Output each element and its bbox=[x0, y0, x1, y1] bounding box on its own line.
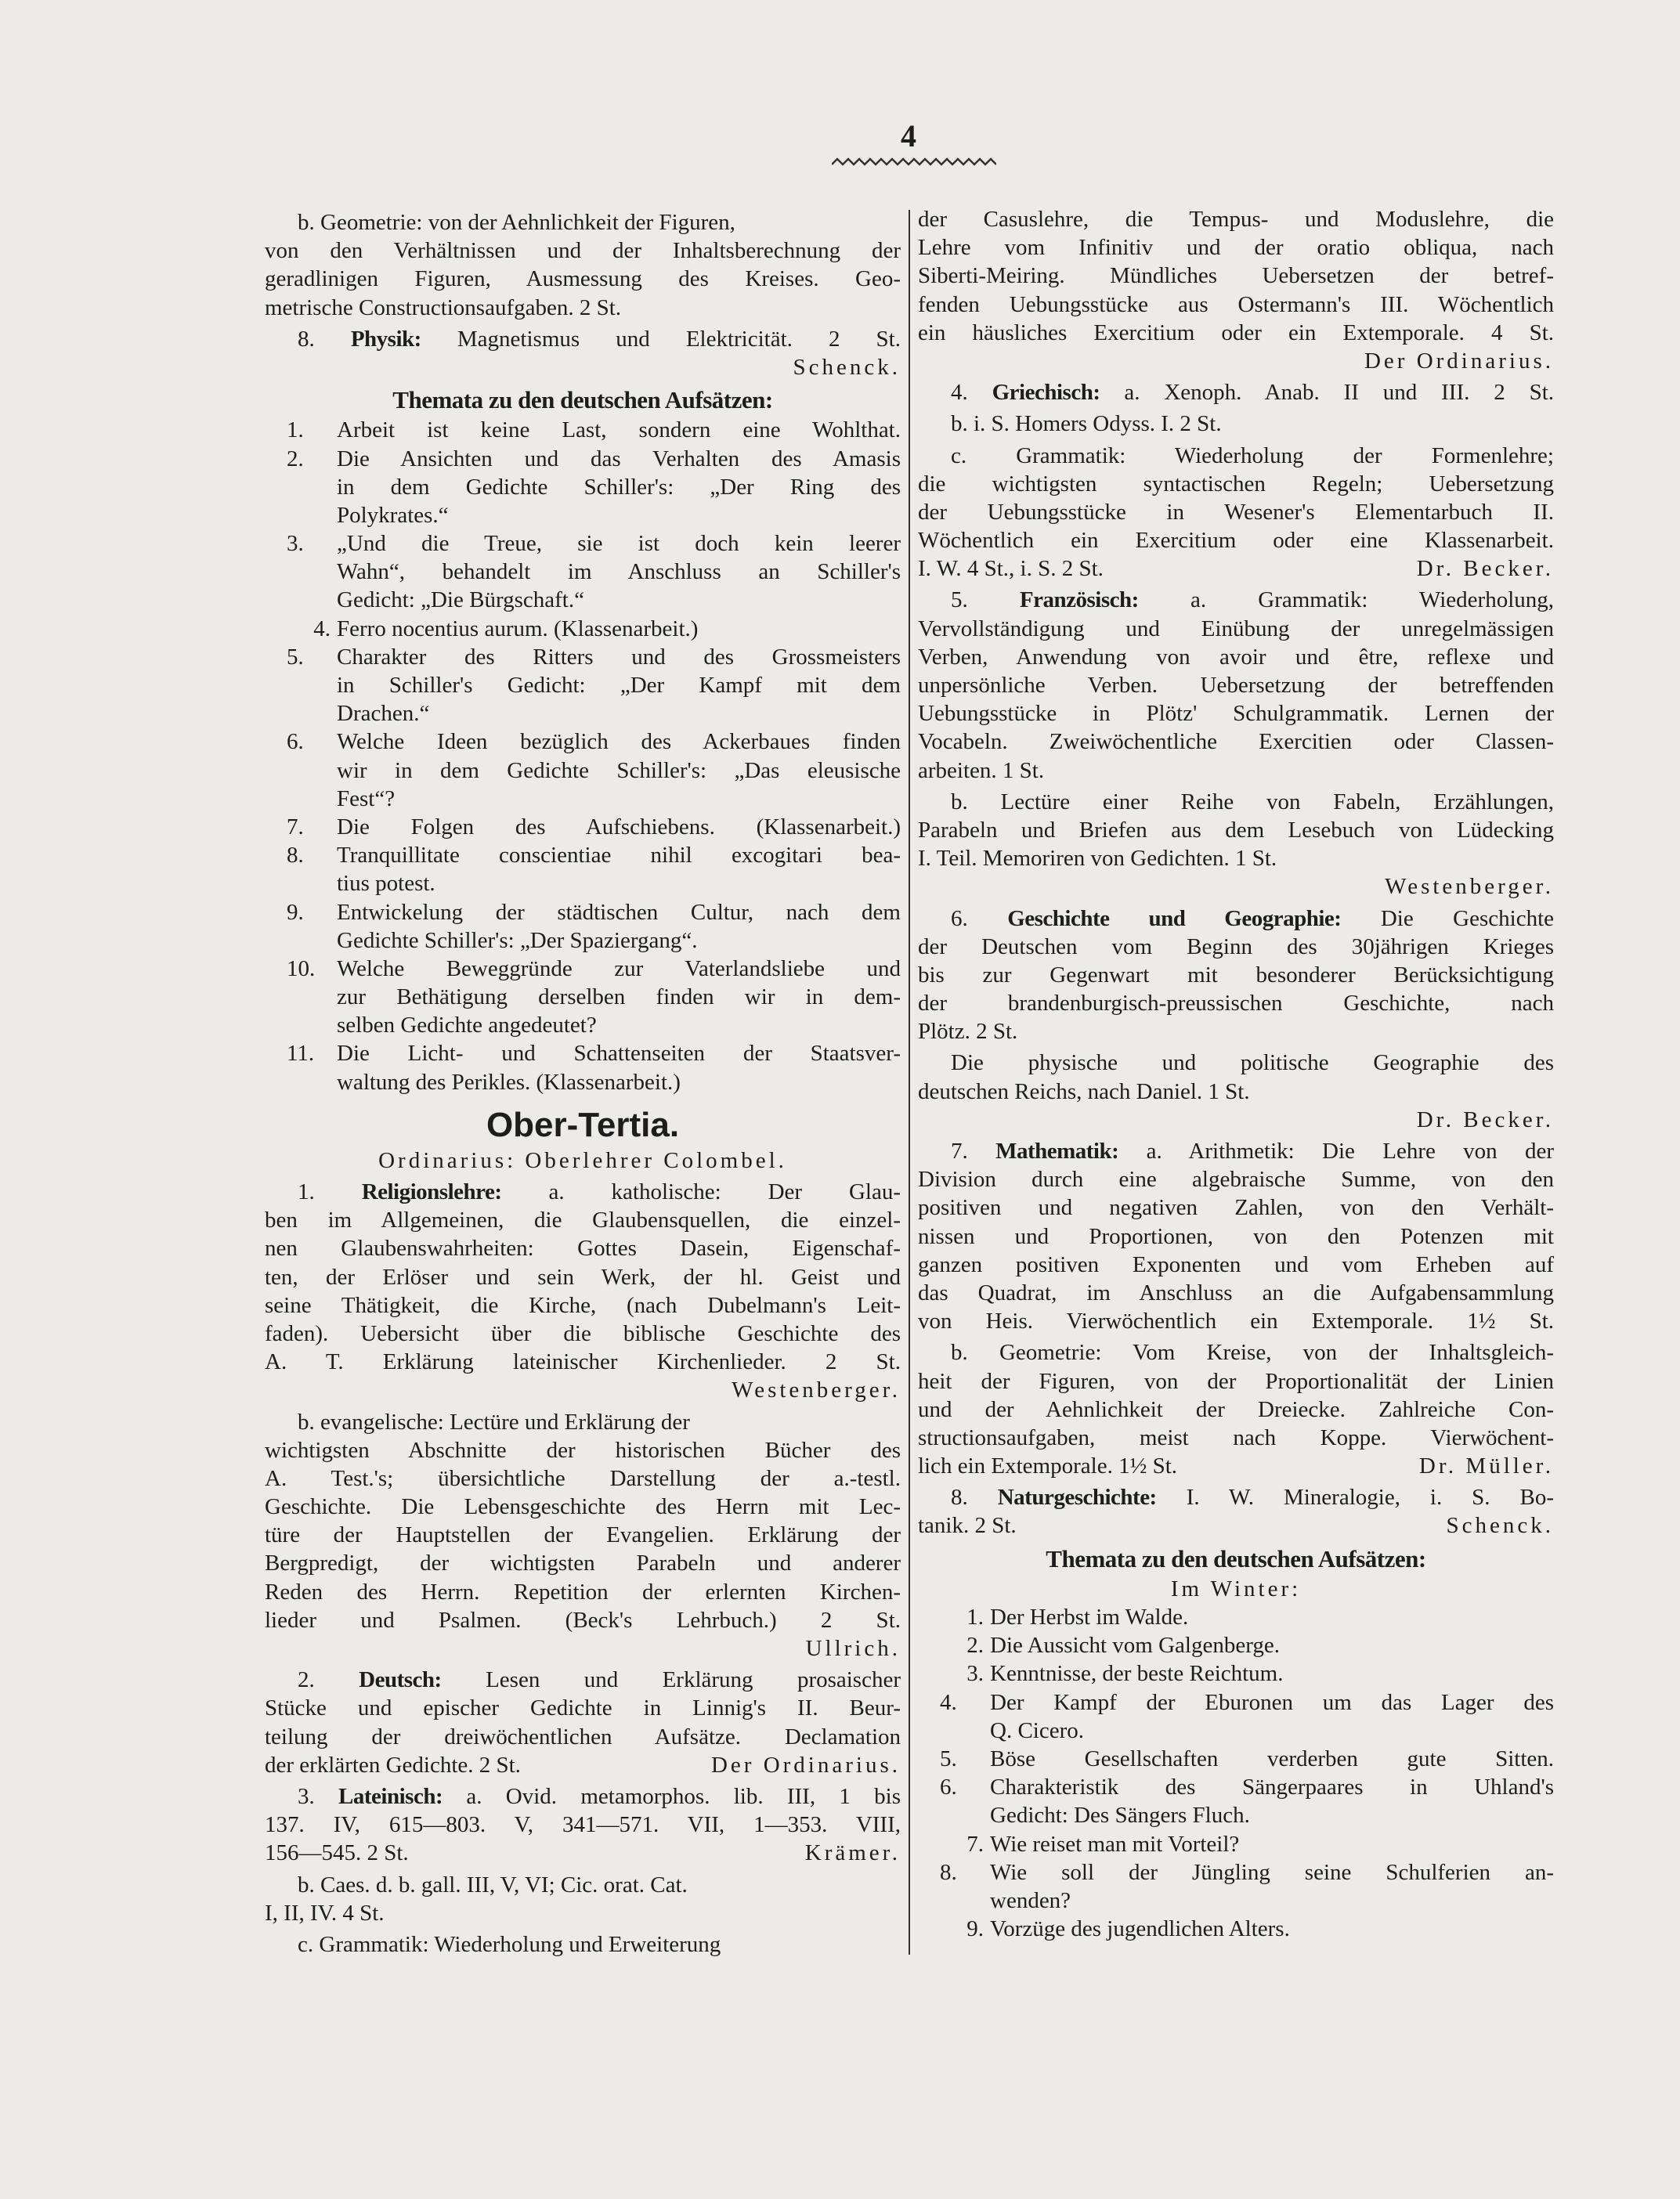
text-line bbox=[918, 1887, 1554, 1915]
line-text: Polykrates.“ bbox=[337, 502, 449, 528]
text-line bbox=[918, 1424, 1554, 1452]
line-text: ben im Allgemeinen, die Glaubensquellen, die einzel- bbox=[265, 1208, 901, 1233]
text-line bbox=[918, 205, 1554, 233]
item-number: 8. bbox=[940, 1859, 957, 1885]
line-text: wir in dem Gedichte Schiller's: „Das eleusische bbox=[337, 757, 901, 783]
numbered-item bbox=[918, 1773, 1554, 1801]
item-number: 1. bbox=[966, 1605, 984, 1630]
text-line bbox=[918, 1452, 1554, 1480]
numbered-item bbox=[265, 416, 901, 444]
line-text: Parabeln und Briefen aus dem Lesebuch von Lüdecking bbox=[918, 817, 1554, 843]
line-text: Lehre vom Infinitiv und der oratio obliqua, nach bbox=[918, 235, 1554, 261]
line-text: selben Gedichte angedeutet? bbox=[337, 1013, 597, 1038]
text-line bbox=[265, 869, 901, 897]
text-line bbox=[265, 1068, 901, 1096]
item-text: Wie soll der Jüngling seine Schulferien an- bbox=[990, 1859, 1554, 1885]
text-line bbox=[265, 237, 901, 265]
text-line bbox=[265, 1751, 901, 1779]
text-line bbox=[918, 728, 1554, 756]
subject-label: Mathematik: bbox=[995, 1139, 1119, 1164]
text-line bbox=[918, 526, 1554, 554]
item-text: Welche Beweggründe zur Vaterlandsliebe und bbox=[337, 955, 901, 981]
numbered-item bbox=[918, 1631, 1554, 1659]
numbered-item bbox=[265, 1039, 901, 1067]
numbered-item bbox=[918, 1603, 1554, 1631]
text-line bbox=[918, 933, 1554, 961]
numbered-item bbox=[265, 728, 901, 756]
line-text: nen Glaubenswahrheiten: Gottes Dasein, Eigenschaf- bbox=[265, 1236, 901, 1262]
item-number: 5. bbox=[940, 1746, 957, 1771]
subject-number: 8. bbox=[951, 1485, 998, 1511]
line-text: arbeiten. 1 St. bbox=[918, 757, 1045, 783]
text-line bbox=[918, 643, 1554, 671]
section-heading: Themata zu den deutschen Aufsätzen: bbox=[1046, 1544, 1426, 1573]
text-line bbox=[265, 1348, 901, 1376]
numbered-item bbox=[918, 1915, 1554, 1943]
numbered-item bbox=[265, 813, 901, 841]
subject-number: 5. bbox=[951, 587, 1020, 613]
ornamental-wave-rule bbox=[832, 157, 996, 168]
item-number: 4. bbox=[313, 616, 331, 641]
right-column bbox=[918, 205, 1554, 1943]
item-text: Tranquillitate conscientiae nihil excogitari bea- bbox=[337, 843, 901, 868]
subject-label: Französisch: bbox=[1019, 587, 1139, 613]
line-text: faden). Uebersicht über die biblische Geschichte des bbox=[265, 1320, 901, 1346]
line-text: Wöchentlich ein Exercitium oder eine Klassenarbeit. bbox=[918, 528, 1554, 554]
text-line bbox=[265, 1320, 901, 1348]
text-line bbox=[265, 1606, 901, 1634]
line-text: Gedicht: Des Sängers Fluch. bbox=[990, 1803, 1250, 1829]
left-column bbox=[265, 205, 901, 1959]
text-line bbox=[918, 844, 1554, 872]
item-text: Die Folgen des Aufschiebens. (Klassenarbeit.) bbox=[337, 814, 901, 840]
line-text: Fest“? bbox=[337, 785, 396, 811]
line-text: von Heis. Vierwöchentlich ein Extemporale. 1½ St. bbox=[918, 1309, 1554, 1334]
line-text: der brandenburgisch-preussischen Geschichte, nach bbox=[918, 991, 1554, 1016]
subject-number: 8. bbox=[298, 326, 351, 352]
line-text: structionsaufgaben, meist nach Koppe. Vierwöchent- bbox=[918, 1424, 1554, 1450]
text-line bbox=[918, 1307, 1554, 1335]
teacher-name: Der Ordinarius. bbox=[710, 1752, 901, 1778]
line-text: I. W. Mineralogie, i. S. Bo- bbox=[1156, 1485, 1555, 1511]
item-number: 6. bbox=[940, 1775, 957, 1800]
item-number: 9. bbox=[287, 899, 304, 925]
line-text: a. Xenoph. Anab. II und III. 2 St. bbox=[1100, 380, 1555, 406]
line-text: türe der Hauptstellen der Evangelien. Erklärung der bbox=[265, 1522, 901, 1548]
line-text: Q. Cicero. bbox=[990, 1717, 1084, 1743]
teacher-name: Schenck. bbox=[793, 354, 901, 380]
item-number: 11. bbox=[287, 1041, 315, 1067]
text-line bbox=[918, 1193, 1554, 1222]
teacher-name: Schenck. bbox=[1446, 1513, 1554, 1539]
line-text: b. Caes. d. b. gall. III, V, VI; Cic. orat. Cat. bbox=[298, 1872, 688, 1897]
item-text: Vorzüge des jugendlichen Alters. bbox=[990, 1916, 1290, 1942]
item-number: 9. bbox=[966, 1916, 984, 1942]
line-text: Vocabeln. Zweiwöchentliche Exercitien oder Classen- bbox=[918, 729, 1554, 755]
line-text: waltung des Perikles. (Klassenarbeit.) bbox=[337, 1069, 681, 1095]
line-text: der Uebungsstücke in Wesener's Elementarbuch II. bbox=[918, 499, 1554, 525]
line-text: Wahn“, behandelt im Anschluss an Schiller's bbox=[337, 559, 901, 585]
text-line bbox=[265, 926, 901, 955]
text-line bbox=[265, 1811, 901, 1839]
text-line bbox=[918, 498, 1554, 526]
text-line bbox=[265, 1234, 901, 1262]
text-line bbox=[265, 1178, 901, 1206]
line-text: Geschichte. Die Lebensgeschichte des Herrn mit Lec- bbox=[265, 1494, 901, 1520]
subject-number: 6. bbox=[951, 905, 1008, 931]
line-text: I. W. 4 St., i. S. 2 St. bbox=[918, 556, 1104, 582]
item-number: 6. bbox=[287, 729, 304, 755]
line-text: Bergpredigt, der wichtigsten Parabeln und anderer bbox=[265, 1551, 901, 1576]
item-text: Welche Ideen bezüglich des Ackerbaues finden bbox=[337, 729, 901, 755]
line-text: Magnetismus und Elektricität. 2 St. bbox=[421, 326, 901, 352]
text-line bbox=[918, 233, 1554, 262]
numbered-item bbox=[265, 615, 901, 643]
line-text: Lesen und Erklärung prosaischer bbox=[441, 1667, 901, 1693]
column-divider bbox=[909, 210, 910, 1955]
text-line bbox=[918, 1279, 1554, 1307]
teacher-name: Ullrich. bbox=[805, 1636, 901, 1661]
text-line bbox=[918, 1511, 1554, 1540]
line-text: ten, der Erlöser und sein Werk, der hl. Geist und bbox=[265, 1264, 901, 1290]
line-text: nissen und Proportionen, von den Potenzen mit bbox=[918, 1223, 1554, 1249]
numbered-item bbox=[265, 445, 901, 473]
line-text: positiven und negativen Zahlen, von den Verhält- bbox=[918, 1195, 1554, 1221]
text-line bbox=[265, 501, 901, 529]
item-number: 5. bbox=[287, 644, 304, 670]
line-text: I. Teil. Memoriren von Gedichten. 1 St. bbox=[918, 846, 1277, 872]
text-line bbox=[918, 291, 1554, 319]
line-text: zur Bethätigung derselben finden wir in dem- bbox=[337, 984, 901, 1010]
line-text: Siberti-Meiring. Mündliches Uebersetzen der betref- bbox=[918, 263, 1554, 289]
centered-line: Im Winter: bbox=[1170, 1576, 1302, 1601]
line-text: Die Geschichte bbox=[1341, 905, 1555, 931]
teacher-name: Der Ordinarius. bbox=[1364, 348, 1554, 374]
line-text: ein häusliches Exercitium oder ein Extemporale. 4 St. bbox=[918, 320, 1554, 345]
item-number: 1. bbox=[287, 417, 304, 443]
text-line bbox=[265, 325, 901, 353]
subject-label: Geschichte und Geographie: bbox=[1007, 905, 1342, 931]
line-text: a. Grammatik: Wiederholung, bbox=[1138, 587, 1555, 613]
text-line bbox=[918, 1396, 1554, 1424]
line-text: b. Lectüre einer Reihe von Fabeln, Erzählungen, bbox=[951, 789, 1554, 814]
line-text: ganzen positiven Exponenten und vom Erheben auf bbox=[918, 1251, 1554, 1277]
item-number: 2. bbox=[287, 446, 304, 471]
line-text: wichtigsten Abschnitte der historischen Bücher des bbox=[265, 1437, 901, 1463]
line-text: der Deutschen vom Beginn des 30jährigen Krieges bbox=[918, 933, 1554, 959]
numbered-item bbox=[265, 643, 901, 671]
line-text: c. Grammatik: Wiederholung und Erweiterung bbox=[298, 1931, 721, 1957]
line-text: heit der Figuren, von der Proportionalität der Linien bbox=[918, 1368, 1554, 1394]
item-number: 2. bbox=[966, 1633, 984, 1659]
line-text: Gedichte Schiller's: „Der Spaziergang“. bbox=[337, 927, 698, 953]
text-line bbox=[918, 788, 1554, 816]
line-text: Die physische und politische Geographie des bbox=[951, 1050, 1554, 1076]
text-line bbox=[918, 1137, 1554, 1165]
line-text: Uebungsstücke in Plötz' Schulgrammatik. Lernen der bbox=[918, 701, 1554, 727]
text-line bbox=[265, 1782, 901, 1811]
text-line bbox=[918, 586, 1554, 614]
line-text: Division durch eine algebraische Summe, von den bbox=[918, 1167, 1554, 1193]
subject-label: Griechisch: bbox=[992, 380, 1100, 406]
line-text: deutschen Reichs, nach Daniel. 1 St. bbox=[918, 1078, 1250, 1104]
line-text: der Casuslehre, die Tempus- und Moduslehre, die bbox=[918, 207, 1554, 232]
item-text: „Und die Treue, sie ist doch kein leerer bbox=[337, 531, 901, 557]
item-text: Böse Gesellschaften verderben gute Sitten. bbox=[990, 1746, 1554, 1771]
text-line bbox=[265, 1578, 901, 1606]
text-line bbox=[918, 615, 1554, 643]
line-text: wenden? bbox=[990, 1887, 1071, 1913]
line-text: metrische Constructionsaufgaben. 2 St. bbox=[265, 294, 622, 320]
item-text: Kenntnisse, der beste Reichtum. bbox=[990, 1661, 1284, 1687]
text-line bbox=[265, 1493, 901, 1521]
item-text: Die Licht- und Schattenseiten der Staatsver- bbox=[337, 1041, 901, 1067]
text-line bbox=[265, 1263, 901, 1291]
text-line bbox=[918, 1078, 1554, 1106]
line-text: a. Ovid. metamorphos. lib. III, 1 bis bbox=[443, 1783, 901, 1809]
section-heading: Themata zu den deutschen Aufsätzen: bbox=[392, 386, 773, 414]
item-text: Die Aussicht vom Galgenberge. bbox=[990, 1633, 1280, 1659]
text-line bbox=[265, 1723, 901, 1751]
line-text: a. Arithmetik: Die Lehre von der bbox=[1118, 1139, 1555, 1164]
teacher-name: Dr. Becker. bbox=[1416, 556, 1554, 582]
subject-label: Naturgeschichte: bbox=[997, 1485, 1157, 1511]
subject-number: 3. bbox=[298, 1783, 339, 1809]
text-line bbox=[918, 1483, 1554, 1511]
line-text: tius potest. bbox=[337, 871, 435, 897]
text-line bbox=[265, 1549, 901, 1577]
text-line bbox=[918, 1801, 1554, 1829]
line-text: tanik. 2 St. bbox=[918, 1513, 1017, 1539]
line-text: der erklärten Gedichte. 2 St. bbox=[265, 1752, 521, 1778]
teacher-name: Westenberger. bbox=[1385, 874, 1554, 900]
line-text: 137. IV, 615—803. V, 341—571. VII, 1—353. VIII, bbox=[265, 1812, 901, 1838]
line-text: Vervollständigung und Einübung der unregelmässigen bbox=[918, 616, 1554, 641]
text-line bbox=[918, 1367, 1554, 1396]
text-line bbox=[265, 1694, 901, 1722]
text-line bbox=[265, 983, 901, 1011]
numbered-item bbox=[918, 1659, 1554, 1688]
item-number: 7. bbox=[287, 814, 304, 840]
subject-number: 4. bbox=[951, 380, 992, 406]
line-text: lich ein Extemporale. 1½ St. bbox=[918, 1453, 1178, 1479]
line-text: b. i. S. Homers Odyss. I. 2 St. bbox=[951, 411, 1222, 437]
text-line bbox=[918, 816, 1554, 844]
line-text: A. Test.'s; übersichtliche Darstellung der a.-testl. bbox=[265, 1465, 901, 1491]
subject-label: Lateinisch: bbox=[338, 1783, 443, 1809]
text-line bbox=[265, 1291, 901, 1320]
item-number: 7. bbox=[966, 1831, 984, 1857]
item-text: Die Ansichten und das Verhalten des Amasis bbox=[337, 446, 901, 471]
item-text: Entwickelung der städtischen Cultur, nach dem bbox=[337, 899, 901, 925]
text-line bbox=[918, 1165, 1554, 1193]
text-line bbox=[918, 410, 1554, 438]
text-line bbox=[918, 319, 1554, 347]
text-line bbox=[265, 1839, 901, 1867]
text-line bbox=[265, 1436, 901, 1464]
item-text: Charakteristik des Sängerpaares in Uhland's bbox=[990, 1775, 1554, 1800]
line-text: Verben, Anwendung von avoir und être, reflexe und bbox=[918, 644, 1554, 670]
line-text: in dem Gedichte Schiller's: „Der Ring des bbox=[337, 474, 901, 500]
item-number: 4. bbox=[940, 1689, 957, 1715]
line-text: in Schiller's Gedicht: „Der Kampf mit dem bbox=[337, 673, 901, 698]
text-line bbox=[918, 1717, 1554, 1745]
text-line bbox=[918, 989, 1554, 1017]
item-text: Ferro nocentius aurum. (Klassenarbeit.) bbox=[337, 616, 699, 641]
line-text: A. T. Erklärung lateinischer Kirchenlieder. 2 St. bbox=[265, 1349, 901, 1375]
line-text: I, II, IV. 4 St. bbox=[265, 1900, 385, 1926]
line-text: von den Verhältnissen und der Inhaltsberechnung der bbox=[265, 238, 901, 264]
text-line bbox=[265, 1930, 901, 1959]
line-text: lieder und Psalmen. (Beck's Lehrbuch.) 2 St. bbox=[265, 1607, 901, 1633]
line-text: b. Geometrie: von der Aehnlichkeit der Figuren, bbox=[298, 210, 735, 235]
text-line bbox=[265, 1899, 901, 1927]
centered-line: Ordinarius: Oberlehrer Colombel. bbox=[378, 1147, 787, 1173]
text-line bbox=[918, 1222, 1554, 1251]
text-line bbox=[265, 586, 901, 614]
text-line bbox=[918, 1251, 1554, 1279]
text-line bbox=[265, 699, 901, 728]
teacher-name: Dr. Becker. bbox=[1416, 1107, 1554, 1132]
line-text: c. Grammatik: Wiederholung der Formenlehre; bbox=[951, 442, 1554, 468]
section-title: Ober-Tertia. bbox=[486, 1105, 680, 1144]
line-text: geradlinigen Figuren, Ausmessung des Kreises. Geo- bbox=[265, 266, 901, 292]
subject-number: 1. bbox=[298, 1179, 362, 1204]
line-text: das Quadrat, im Anschluss an die Aufgabensammlung bbox=[918, 1280, 1554, 1305]
text-line bbox=[265, 1871, 901, 1899]
line-text: bis zur Gegenwart mit besonderer Berücksichtigung bbox=[918, 962, 1554, 988]
line-text: Plötz. 2 St. bbox=[918, 1019, 1018, 1045]
line-text: Gedicht: „Die Bürgschaft.“ bbox=[337, 587, 584, 613]
text-line bbox=[265, 294, 901, 322]
subject-number: 7. bbox=[951, 1139, 996, 1164]
text-line bbox=[265, 671, 901, 699]
text-line bbox=[918, 699, 1554, 728]
text-line bbox=[265, 558, 901, 586]
text-line bbox=[265, 1408, 901, 1436]
numbered-item bbox=[265, 529, 901, 558]
numbered-item bbox=[265, 955, 901, 983]
numbered-item bbox=[918, 1688, 1554, 1717]
numbered-item bbox=[265, 841, 901, 869]
line-text: seine Thätigkeit, die Kirche, (nach Dubelmann's Leit- bbox=[265, 1292, 901, 1318]
line-text: fenden Uebungsstücke aus Ostermann's III. Wöchentlich bbox=[918, 291, 1554, 317]
teacher-name: Westenberger. bbox=[732, 1378, 901, 1403]
text-line bbox=[918, 470, 1554, 498]
line-text: Stücke und epischer Gedichte in Linnig's II. Beur- bbox=[265, 1695, 901, 1721]
item-number: 3. bbox=[966, 1661, 984, 1687]
numbered-item bbox=[918, 1830, 1554, 1858]
teacher-name: Dr. Müller. bbox=[1418, 1453, 1554, 1479]
teacher-name: Krämer. bbox=[804, 1840, 901, 1866]
line-text: Reden des Herrn. Repetition der erlernten Kirchen- bbox=[265, 1579, 901, 1605]
text-line bbox=[918, 1049, 1554, 1077]
text-line bbox=[918, 442, 1554, 470]
line-text: 156—545. 2 St. bbox=[265, 1840, 409, 1866]
item-text: Der Kampf der Eburonen um das Lager des bbox=[990, 1689, 1554, 1715]
text-line bbox=[265, 785, 901, 813]
text-line bbox=[918, 671, 1554, 699]
item-number: 3. bbox=[287, 531, 304, 557]
text-line bbox=[265, 1011, 901, 1039]
text-line bbox=[918, 905, 1554, 933]
item-text: Arbeit ist keine Last, sondern eine Wohlthat. bbox=[337, 417, 901, 443]
line-text: Drachen.“ bbox=[337, 701, 430, 727]
text-line bbox=[918, 554, 1554, 583]
subject-number: 2. bbox=[298, 1667, 359, 1693]
text-line bbox=[918, 961, 1554, 989]
text-line bbox=[265, 208, 901, 237]
item-number: 8. bbox=[287, 843, 304, 868]
text-line bbox=[918, 756, 1554, 785]
item-text: Der Herbst im Walde. bbox=[990, 1605, 1189, 1630]
numbered-item bbox=[918, 1858, 1554, 1887]
text-line bbox=[265, 265, 901, 293]
line-text: unpersönliche Verben. Uebersetzung der betreffenden bbox=[918, 673, 1554, 698]
subject-label: Physik: bbox=[350, 326, 421, 352]
item-text: Charakter des Ritters und des Grossmeisters bbox=[337, 644, 901, 670]
subject-label: Religionslehre: bbox=[361, 1179, 502, 1204]
line-text: und der Aehnlichkeit der Dreiecke. Zahlreiche Con- bbox=[918, 1396, 1554, 1422]
text-line bbox=[918, 378, 1554, 406]
item-text: Wie reiset man mit Vorteil? bbox=[990, 1831, 1240, 1857]
numbered-item bbox=[918, 1745, 1554, 1773]
line-text: b. Geometrie: Vom Kreise, von der Inhaltsgleich- bbox=[951, 1340, 1554, 1366]
text-line bbox=[265, 1206, 901, 1234]
text-line bbox=[918, 1338, 1554, 1367]
subject-label: Deutsch: bbox=[359, 1667, 442, 1693]
line-text: a. katholische: Der Glau- bbox=[501, 1179, 901, 1204]
text-line bbox=[265, 1666, 901, 1694]
text-line bbox=[918, 1017, 1554, 1045]
text-line bbox=[918, 262, 1554, 290]
page-number: 4 bbox=[901, 118, 916, 153]
text-line bbox=[265, 1521, 901, 1549]
text-line bbox=[265, 756, 901, 785]
line-text: teilung der dreiwöchentlichen Aufsätze. Declamation bbox=[265, 1724, 901, 1749]
item-number: 10. bbox=[287, 955, 316, 981]
text-line bbox=[265, 473, 901, 501]
numbered-item bbox=[265, 898, 901, 926]
line-text: b. evangelische: Lectüre und Erklärung der bbox=[298, 1409, 690, 1435]
line-text: die wichtigsten syntactischen Regeln; Uebersetzung bbox=[918, 471, 1554, 496]
text-line bbox=[265, 1464, 901, 1493]
